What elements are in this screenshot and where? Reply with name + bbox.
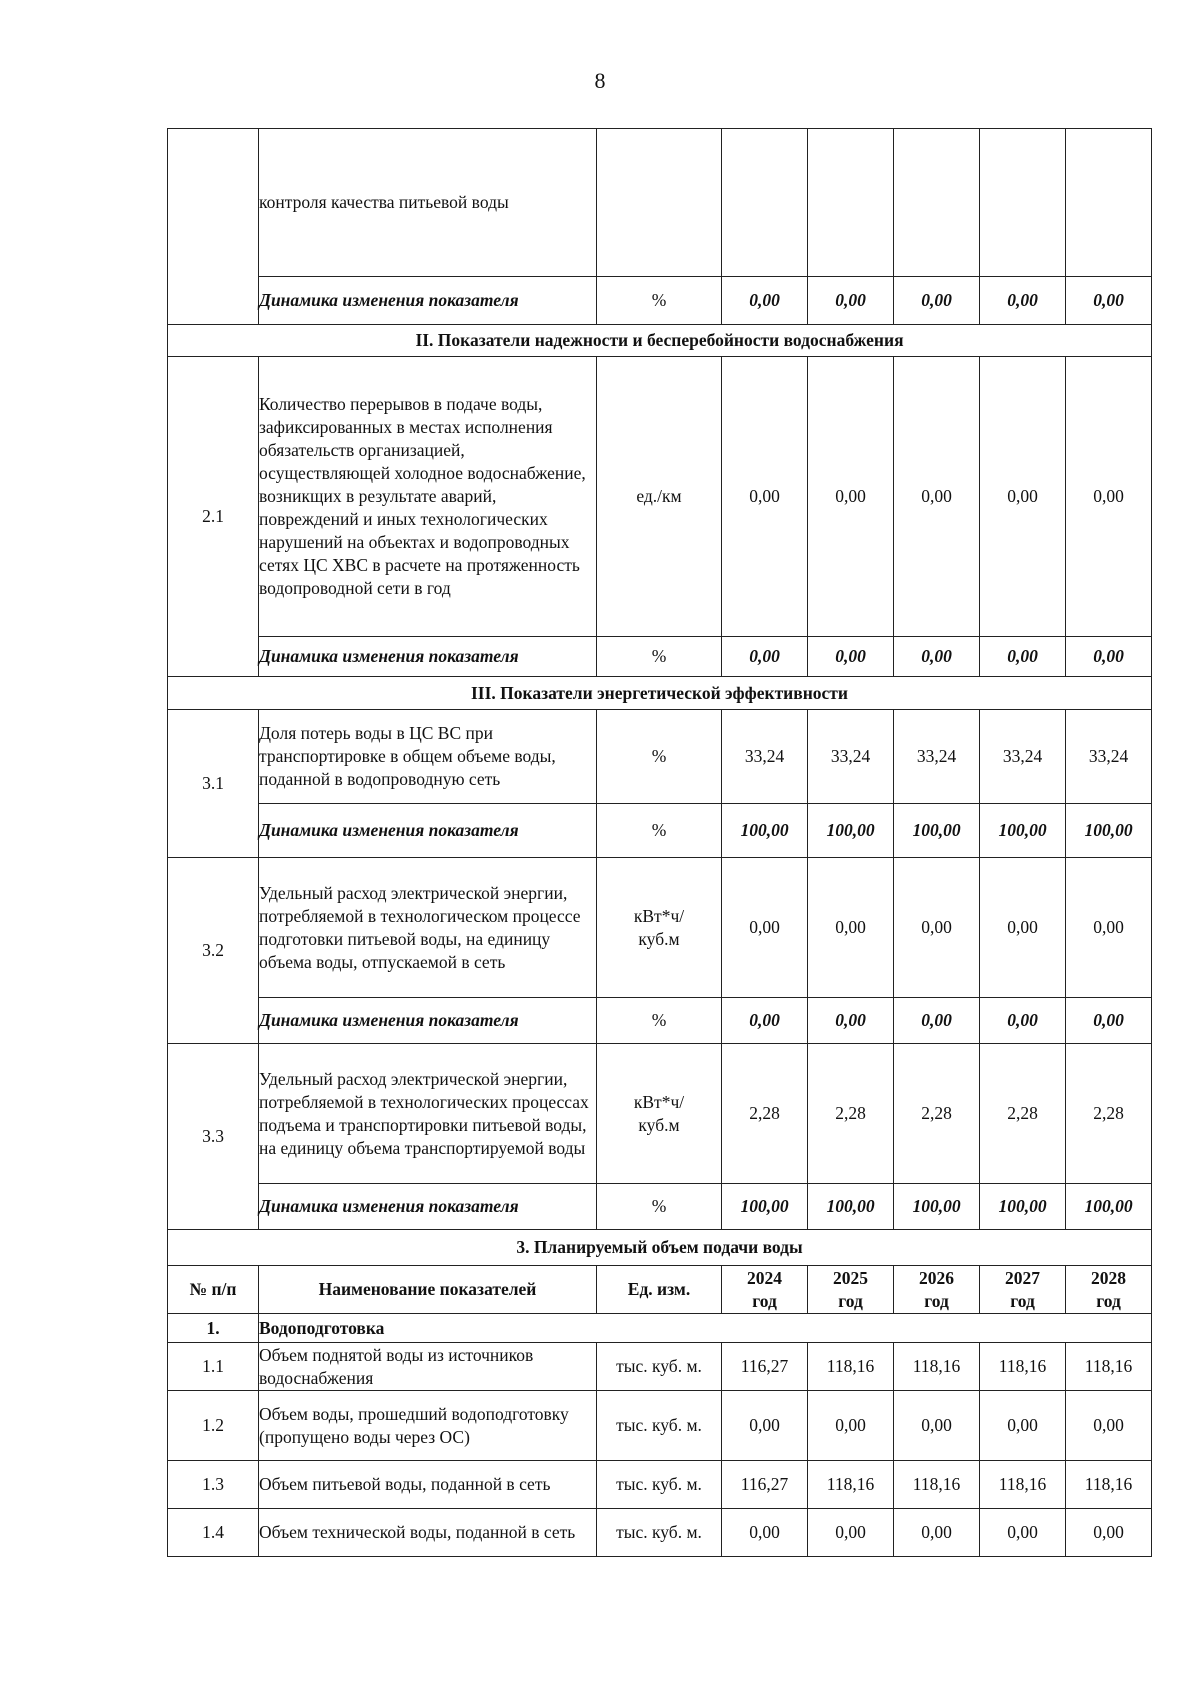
value-cell: 0,00 <box>980 998 1066 1044</box>
value-cell: 100,00 <box>722 1184 808 1230</box>
value-cell: 0,00 <box>894 277 980 325</box>
section-heading-row <box>168 325 1152 357</box>
value-cell: 100,00 <box>1066 804 1152 858</box>
value-cell: 100,00 <box>1066 1184 1152 1230</box>
year-suffix: год <box>924 1290 949 1311</box>
value-cell: 0,00 <box>722 998 808 1044</box>
unit-cell: тыс. куб. м. <box>597 1343 722 1391</box>
value-cell: 0,00 <box>980 858 1066 998</box>
value-cell: 0,00 <box>722 858 808 998</box>
indicator-name: Объем технической воды, поданной в сеть <box>259 1509 597 1557</box>
table-row <box>168 1509 1152 1557</box>
value-cell: 0,00 <box>808 637 894 677</box>
unit-cell: тыс. куб. м. <box>597 1391 722 1461</box>
value-cell: 0,00 <box>1066 637 1152 677</box>
row-number: 1.3 <box>168 1461 259 1509</box>
indicators-table <box>167 128 1152 1557</box>
year-value: 2026 <box>919 1267 954 1288</box>
row-number: 1.4 <box>168 1509 259 1557</box>
value-cell: 0,00 <box>894 1391 980 1461</box>
value-cell: 118,16 <box>894 1461 980 1509</box>
unit-cell: % <box>597 804 722 858</box>
year-suffix: год <box>838 1290 863 1311</box>
value-cell: 0,00 <box>980 277 1066 325</box>
value-cell: 33,24 <box>894 710 980 804</box>
unit-cell: % <box>597 1184 722 1230</box>
value-cell: 0,00 <box>980 357 1066 637</box>
row-number: 1. <box>168 1314 259 1343</box>
section-heading-row <box>168 1230 1152 1266</box>
row-number: 1.1 <box>168 1343 259 1391</box>
unit-cell <box>597 858 722 998</box>
table-row <box>168 1343 1152 1391</box>
table-row <box>168 1461 1152 1509</box>
row-number: 3.3 <box>168 1044 259 1230</box>
dynamics-row <box>168 804 1152 858</box>
value-cell: 33,24 <box>980 710 1066 804</box>
dynamics-row <box>168 998 1152 1044</box>
value-cell: 0,00 <box>894 357 980 637</box>
value-cell: 118,16 <box>808 1343 894 1391</box>
value-cell: 100,00 <box>980 804 1066 858</box>
value-cell: 2,28 <box>1066 1044 1152 1184</box>
value-cell: 118,16 <box>980 1343 1066 1391</box>
year-header <box>808 1266 894 1314</box>
year-suffix: год <box>1096 1290 1121 1311</box>
value-cell: 0,00 <box>808 1509 894 1557</box>
unit-line: куб.м <box>638 928 680 949</box>
dynamics-row <box>168 277 1152 325</box>
value-cell: 100,00 <box>894 1184 980 1230</box>
year-header <box>980 1266 1066 1314</box>
year-header <box>894 1266 980 1314</box>
value-cell: 118,16 <box>1066 1461 1152 1509</box>
value-cell: 118,16 <box>808 1461 894 1509</box>
dynamics-label: Динамика изменения показателя <box>259 1184 597 1230</box>
row-number: 2.1 <box>168 357 259 677</box>
indicator-name: Удельный расход электрической энергии, потребляемой в технологическом процессе подготовки питьевой воды, на единицу объема воды, отпускаемой в сеть <box>259 858 597 998</box>
unit-cell: % <box>597 277 722 325</box>
value-cell: 100,00 <box>808 804 894 858</box>
table-row <box>168 1391 1152 1461</box>
value-cell: 2,28 <box>808 1044 894 1184</box>
section-title: II. Показатели надежности и бесперебойности водоснабжения <box>168 325 1152 357</box>
value-cell: 116,27 <box>722 1461 808 1509</box>
table-row <box>168 357 1152 637</box>
value-cell: 0,00 <box>722 357 808 637</box>
value-cell: 0,00 <box>808 277 894 325</box>
value-cell: 2,28 <box>894 1044 980 1184</box>
unit-cell: % <box>597 637 722 677</box>
value-cell: 0,00 <box>808 858 894 998</box>
value-cell: 100,00 <box>980 1184 1066 1230</box>
table-row <box>168 129 1152 277</box>
unit-cell: тыс. куб. м. <box>597 1461 722 1509</box>
dynamics-label: Динамика изменения показателя <box>259 637 597 677</box>
value-cell: 33,24 <box>722 710 808 804</box>
unit-line: кВт*ч/ <box>633 905 685 926</box>
indicator-name: контроля качества питьевой воды <box>259 129 597 277</box>
value-cell: 0,00 <box>894 637 980 677</box>
value-cell: 0,00 <box>1066 998 1152 1044</box>
section-title: 3. Планируемый объем подачи воды <box>168 1230 1152 1266</box>
value-cell: 100,00 <box>894 804 980 858</box>
value-cell: 118,16 <box>1066 1343 1152 1391</box>
group-row <box>168 1314 1152 1343</box>
value-cell: 0,00 <box>980 1509 1066 1557</box>
year-header <box>1066 1266 1152 1314</box>
value-cell: 0,00 <box>894 998 980 1044</box>
value-cell: 0,00 <box>1066 1509 1152 1557</box>
value-cell: 0,00 <box>808 357 894 637</box>
unit-line: кВт*ч/ <box>633 1091 685 1112</box>
value-cell: 33,24 <box>808 710 894 804</box>
unit-cell: % <box>597 710 722 804</box>
value-cell: 0,00 <box>808 1391 894 1461</box>
unit-cell: ед./км <box>597 357 722 637</box>
indicator-name: Удельный расход электрической энергии, потребляемой в технологических процессах подъема и транспортировки питьевой воды, на единицу объема транспортируемой воды <box>259 1044 597 1184</box>
year-value: 2028 <box>1091 1267 1126 1288</box>
dynamics-label: Динамика изменения показателя <box>259 277 597 325</box>
value-cell: 2,28 <box>722 1044 808 1184</box>
indicator-name: Объем питьевой воды, поданной в сеть <box>259 1461 597 1509</box>
value-cell: 0,00 <box>1066 1391 1152 1461</box>
value-cell: 116,27 <box>722 1343 808 1391</box>
dynamics-row <box>168 637 1152 677</box>
year-suffix: год <box>752 1290 777 1311</box>
value-cell: 118,16 <box>894 1343 980 1391</box>
section-heading-row <box>168 677 1152 710</box>
row-number: 3.2 <box>168 858 259 1044</box>
value-cell: 33,24 <box>1066 710 1152 804</box>
value-cell: 0,00 <box>1066 858 1152 998</box>
value-cell: 100,00 <box>722 804 808 858</box>
dynamics-label: Динамика изменения показателя <box>259 804 597 858</box>
unit-line: куб.м <box>638 1114 680 1135</box>
table-row <box>168 1044 1152 1184</box>
year-suffix: год <box>1010 1290 1035 1311</box>
indicator-name: Доля потерь воды в ЦС ВС при транспортировке в общем объеме воды, поданной в водопроводную сеть <box>259 710 597 804</box>
year-value: 2027 <box>1005 1267 1040 1288</box>
section-title: III. Показатели энергетической эффективности <box>168 677 1152 710</box>
row-number: 3.1 <box>168 710 259 858</box>
year-value: 2024 <box>747 1267 782 1288</box>
dynamics-row <box>168 1184 1152 1230</box>
value-cell: 0,00 <box>980 1391 1066 1461</box>
value-cell: 0,00 <box>980 637 1066 677</box>
value-cell: 0,00 <box>894 858 980 998</box>
page-number: 8 <box>594 68 606 93</box>
indicator-name: Объем воды, прошедший водоподготовку (пропущено воды через ОС) <box>259 1391 597 1461</box>
value-cell: 0,00 <box>722 1391 808 1461</box>
value-cell: 0,00 <box>808 998 894 1044</box>
value-cell: 118,16 <box>980 1461 1066 1509</box>
value-cell: 0,00 <box>894 1509 980 1557</box>
dynamics-label: Динамика изменения показателя <box>259 998 597 1044</box>
table-row <box>168 710 1152 804</box>
column-header: Наименование показателей <box>259 1266 597 1314</box>
unit-cell: % <box>597 998 722 1044</box>
value-cell: 100,00 <box>808 1184 894 1230</box>
row-number-cell <box>168 129 259 325</box>
value-cell: 0,00 <box>722 637 808 677</box>
unit-cell <box>597 1044 722 1184</box>
table-row <box>168 858 1152 998</box>
value-cell: 0,00 <box>722 1509 808 1557</box>
column-header: № п/п <box>168 1266 259 1314</box>
value-cell: 0,00 <box>1066 277 1152 325</box>
indicator-name: Количество перерывов в подаче воды, зафиксированных в местах исполнения обязательств организацией, осуществляющей холодное водоснабжение, возникщих в результате аварий, повреждений и иных технологических нарушений на объектах и водопроводных сетях ЦС ХВС в расчете на протяженность водопроводной сети в год <box>259 357 597 637</box>
value-cell: 0,00 <box>1066 357 1152 637</box>
value-cell: 2,28 <box>980 1044 1066 1184</box>
year-value: 2025 <box>833 1267 868 1288</box>
header-row <box>168 1266 1152 1314</box>
indicator-name: Объем поднятой воды из источников водоснабжения <box>259 1343 597 1391</box>
row-number: 1.2 <box>168 1391 259 1461</box>
unit-cell: тыс. куб. м. <box>597 1509 722 1557</box>
column-header: Ед. изм. <box>597 1266 722 1314</box>
value-cell: 0,00 <box>722 277 808 325</box>
group-name: Водоподготовка <box>259 1314 1152 1343</box>
year-header <box>722 1266 808 1314</box>
